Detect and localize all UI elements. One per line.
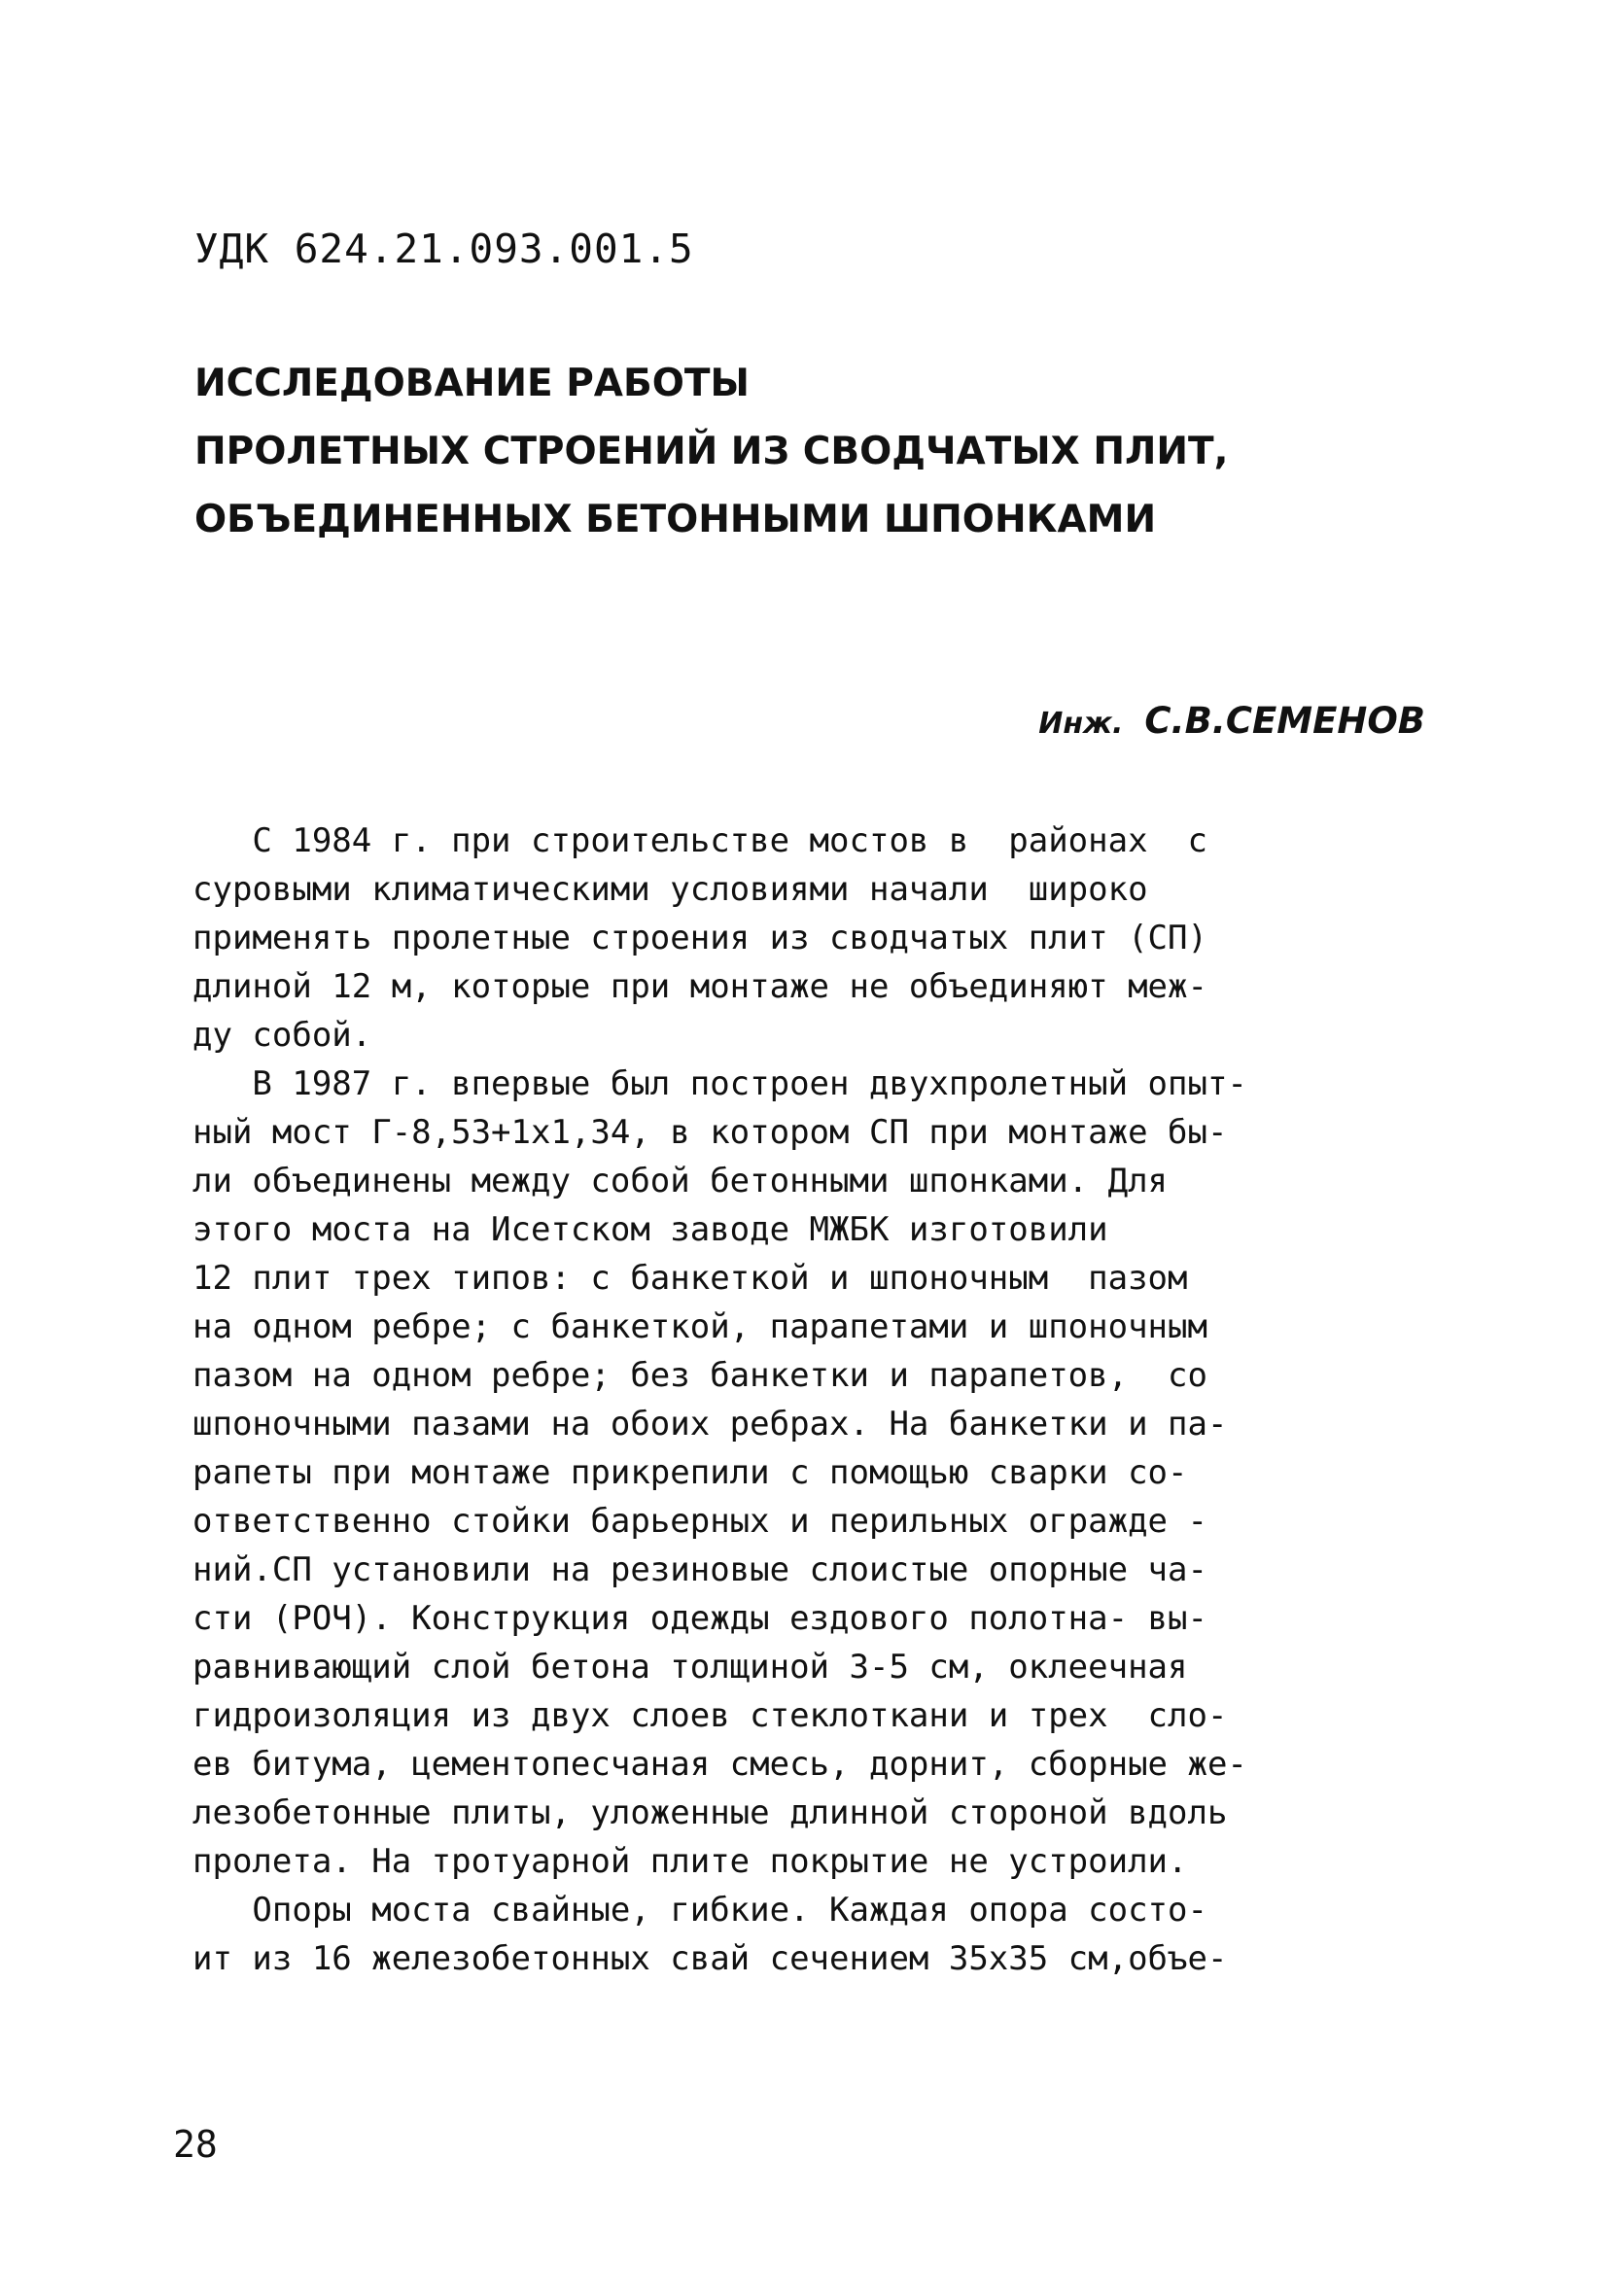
text-line: ит из 16 железобетонных свай сечением 35х35 см,объе- [192, 1939, 1228, 1978]
author-rank: Инж. [1038, 707, 1124, 741]
text-line: С 1984 г. при строительстве мостов в районах с [192, 821, 1207, 860]
text-line: равнивающий слой бетона толщиной 3-5 см, оклеечная [192, 1648, 1188, 1687]
text-line: ний.СП установили на резиновые слоистые опорные ча- [192, 1550, 1207, 1589]
title-line: ИССЛЕДОВАНИЕ РАБОТЫ [194, 362, 750, 405]
text-line: применять пролетные строения из сводчатых плит (СП) [192, 919, 1207, 957]
text-line: лезобетонные плиты, уложенные длинной стороной вдоль [192, 1793, 1228, 1832]
paragraph [192, 817, 1452, 1060]
article-title [194, 350, 1458, 554]
paragraph [192, 1886, 1452, 1983]
text-line: рапеты при монтаже прикрепили с помощью сварки со- [192, 1453, 1188, 1492]
text-line: В 1987 г. впервые был построен двухпролетный опыт- [192, 1064, 1247, 1103]
text-line: гидроизоляция из двух слоев стеклоткани и трех сло- [192, 1696, 1228, 1735]
text-line: длиной 12 м, которые при монтаже не объединяют меж- [192, 967, 1207, 1006]
title-line: ПРОЛЕТНЫХ СТРОЕНИЙ ИЗ СВОДЧАТЫХ ПЛИТ, [194, 430, 1229, 473]
article-body [192, 817, 1452, 1983]
text-line: на одном ребре; с банкеткой, парапетами и шпоночным [192, 1307, 1207, 1346]
text-line: сти (РОЧ). Конструкция одежды ездового полотна- вы- [192, 1599, 1207, 1638]
text-line: шпоночными пазами на обоих ребрах. На банкетки и па- [192, 1405, 1228, 1444]
text-line: ответственно стойки барьерных и перильных огражде - [192, 1502, 1207, 1541]
text-line: ду собой. [192, 1016, 372, 1055]
paragraph [192, 1060, 1452, 1886]
text-line: пролета. На тротуарной плите покрытие не устроили. [192, 1842, 1188, 1881]
page-number: 28 [173, 2123, 218, 2166]
text-line: этого моста на Исетском заводе МЖБК изготовили [192, 1210, 1108, 1249]
text-line: Опоры моста свайные, гибкие. Каждая опора состо- [192, 1891, 1207, 1930]
text-line: суровыми климатическими условиями начали широко [192, 870, 1148, 909]
text-line: ев битума, цементопесчаная смесь, дорнит, сборные же- [192, 1745, 1247, 1784]
udc-code: УДК 624.21.093.001.5 [194, 226, 694, 272]
text-line: пазом на одном ребре; без банкетки и парапетов, со [192, 1356, 1207, 1395]
title-line: ОБЪЕДИНЕННЫХ БЕТОННЫМИ ШПОНКАМИ [194, 498, 1157, 541]
text-line: ный мост Г-8,53+1х1,34, в котором СП при монтаже бы- [192, 1113, 1228, 1152]
author-byline [1038, 700, 1425, 742]
text-line: 12 плит трех типов: с банкеткой и шпоночным пазом [192, 1259, 1188, 1298]
author-name: С.В.СЕМЕНОВ [1144, 700, 1425, 742]
text-line: ли объединены между собой бетонными шпонками. Для [192, 1162, 1169, 1200]
